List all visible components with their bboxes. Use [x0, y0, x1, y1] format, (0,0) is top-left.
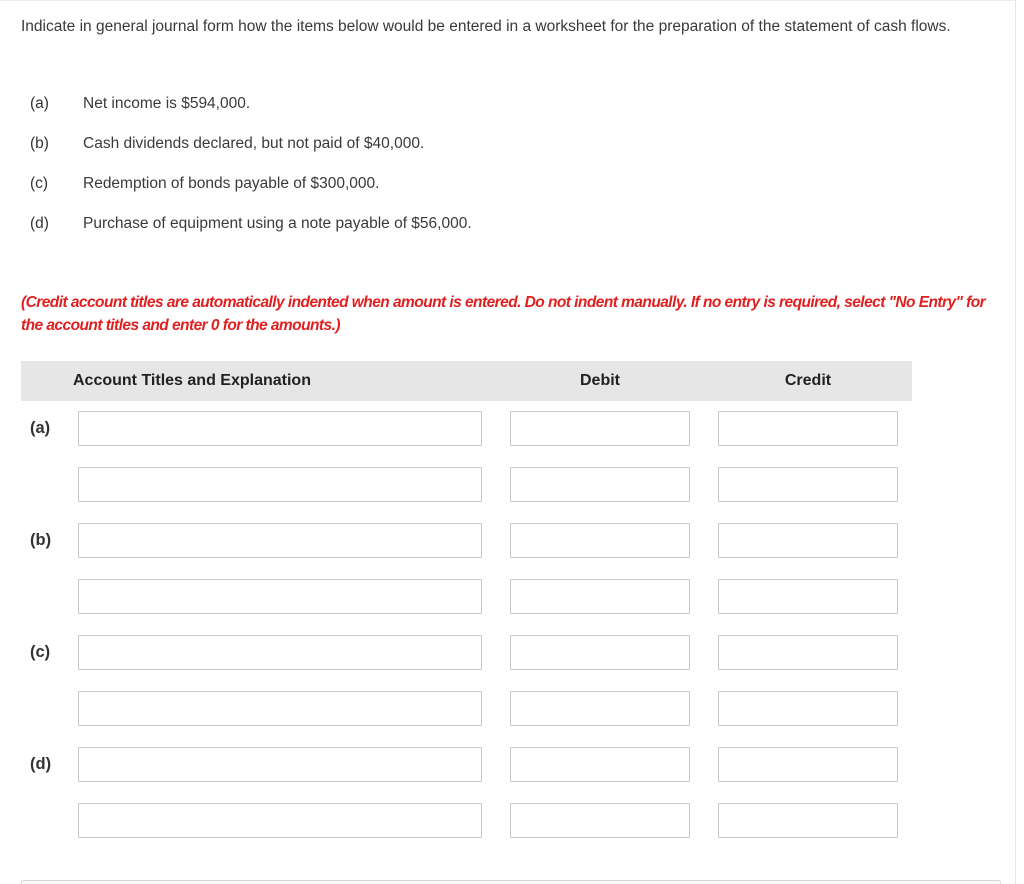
journal-row — [0, 579, 1000, 614]
list-item — [30, 91, 472, 131]
list-item — [30, 131, 472, 171]
journal-table-header — [21, 361, 912, 401]
account-title-input[interactable] — [78, 411, 482, 446]
item-label: (c) — [30, 175, 49, 192]
credit-input[interactable] — [718, 523, 898, 558]
item-text: Cash dividends declared, but not paid of $40,000. — [83, 135, 425, 152]
journal-row — [0, 691, 1000, 726]
journal-row — [0, 803, 1000, 838]
header-debit: Debit — [580, 372, 620, 389]
item-text: Net income is $594,000. — [83, 95, 251, 112]
debit-input[interactable] — [510, 579, 690, 614]
account-title-input[interactable] — [78, 467, 482, 502]
account-title-input[interactable] — [78, 635, 482, 670]
credit-input[interactable] — [718, 467, 898, 502]
item-list — [30, 91, 472, 251]
row-label: (d) — [30, 755, 52, 773]
journal-row — [0, 411, 1000, 446]
journal-row — [0, 635, 1000, 670]
debit-input[interactable] — [510, 747, 690, 782]
item-label: (d) — [30, 215, 49, 232]
list-item — [30, 211, 472, 251]
credit-input[interactable] — [718, 803, 898, 838]
item-text: Redemption of bonds payable of $300,000. — [83, 175, 380, 192]
debit-input[interactable] — [510, 523, 690, 558]
account-title-input[interactable] — [78, 523, 482, 558]
row-label: (a) — [30, 419, 51, 437]
instruction-note: (Credit account titles are automatically indented when amount is entered. Do not indent manually. If no entry is required, select "No Entry" for the account titles and enter 0 for the amounts.) — [21, 294, 986, 334]
debit-input[interactable] — [510, 635, 690, 670]
list-item — [30, 171, 472, 211]
debit-input[interactable] — [510, 803, 690, 838]
account-title-input[interactable] — [78, 803, 482, 838]
debit-input[interactable] — [510, 467, 690, 502]
journal-row — [0, 467, 1000, 502]
credit-input[interactable] — [718, 411, 898, 446]
debit-input[interactable] — [510, 411, 690, 446]
credit-input[interactable] — [718, 635, 898, 670]
credit-input[interactable] — [718, 691, 898, 726]
question-prompt: Indicate in general journal form how the items below would be entered in a worksheet for the preparation of the statement of cash flows. — [21, 18, 951, 35]
row-label: (c) — [30, 643, 51, 661]
credit-input[interactable] — [718, 579, 898, 614]
account-title-input[interactable] — [78, 579, 482, 614]
item-label: (b) — [30, 135, 49, 152]
journal-row — [0, 747, 1000, 782]
next-section-edge — [21, 880, 1001, 884]
account-title-input[interactable] — [78, 747, 482, 782]
header-account-titles: Account Titles and Explanation — [73, 372, 311, 389]
item-text: Purchase of equipment using a note payable of $56,000. — [83, 215, 472, 232]
journal-row — [0, 523, 1000, 558]
header-credit: Credit — [784, 372, 832, 389]
account-title-input[interactable] — [78, 691, 482, 726]
item-label: (a) — [30, 95, 49, 112]
debit-input[interactable] — [510, 691, 690, 726]
credit-input[interactable] — [718, 747, 898, 782]
row-label: (b) — [30, 531, 52, 549]
